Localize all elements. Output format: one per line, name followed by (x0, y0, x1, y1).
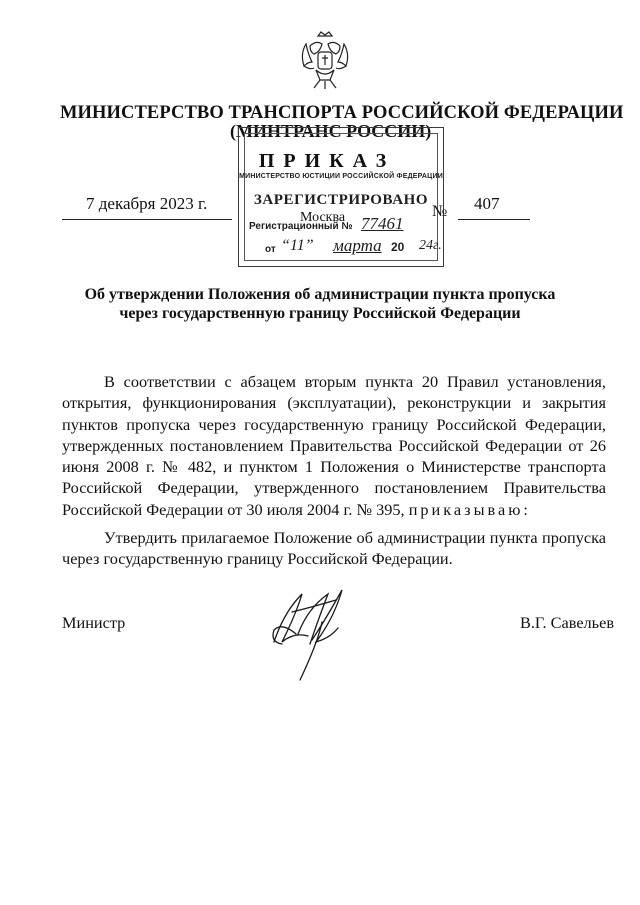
handwritten-signature-icon (262, 582, 362, 692)
signatory-name: В.Г. Савельев (520, 613, 615, 632)
body-paragraph-1 (62, 371, 606, 520)
subject-line-2: через государственную границу Российской Федерации (119, 305, 521, 322)
ministry-name: МИНИСТЕРСТВО ТРАНСПОРТА РОССИЙСКОЙ ФЕДЕРАЦИИ (60, 103, 624, 123)
stamp-day: “11” (281, 237, 314, 254)
document-date: 7 декабря 2023 г. (86, 194, 208, 213)
subject-line-1: Об утверждении Положения об администрации пункта пропуска (84, 286, 556, 303)
document-subject (70, 285, 570, 323)
number-underline (458, 219, 530, 220)
document-city: Москва (300, 210, 346, 225)
date-underline (62, 219, 232, 220)
double-headed-eagle-emblem-icon (298, 30, 352, 92)
stamp-year-suffix: 24г. (419, 238, 442, 253)
document-type: ПРИКАЗ (258, 150, 396, 172)
body-paragraph-2: Утвердить прилагаемое Положение об администрации пункта пропуска через государственную границу Российской Федерации. (62, 528, 606, 569)
stamp-from-label: от (265, 244, 276, 255)
document-number: 407 (474, 194, 500, 213)
stamp-year: 20 (391, 240, 405, 254)
registration-stamp (238, 127, 444, 267)
paragraph-1-text: В соответствии с абзацем вторым пункта 20 Правил установления, открытия, функционирования (эксплуатации), реконструкции и закрытия пунктов пропуска через государственную границу Российской Федерации, утвержденных постановлением Правительства Российской Федерации от 26 июня 2008 г. № 482, и пунктом 1 Положения о Министерстве транспорта Российской Федерации, утвержденного постановлением Правительства Российской Федерации от 30 июля 2004 г. № 395, (62, 372, 606, 519)
stamp-registered: ЗАРЕГИСТРИРОВАНО (253, 192, 429, 208)
stamp-reg-label: Регистрационный № (249, 221, 353, 232)
order-word: приказываю: (408, 499, 531, 519)
number-sign: № (432, 203, 448, 220)
stamp-reg-number: 77461 (361, 214, 404, 233)
stamp-month: марта (333, 236, 382, 255)
ministry-short-name: (МИНТРАНС РОССИИ) (230, 121, 432, 141)
stamp-organization: МИНИСТЕРСТВО ЮСТИЦИИ РОССИЙСКОЙ ФЕДЕРАЦИИ (239, 173, 443, 180)
signatory-title: Министр (62, 613, 126, 632)
